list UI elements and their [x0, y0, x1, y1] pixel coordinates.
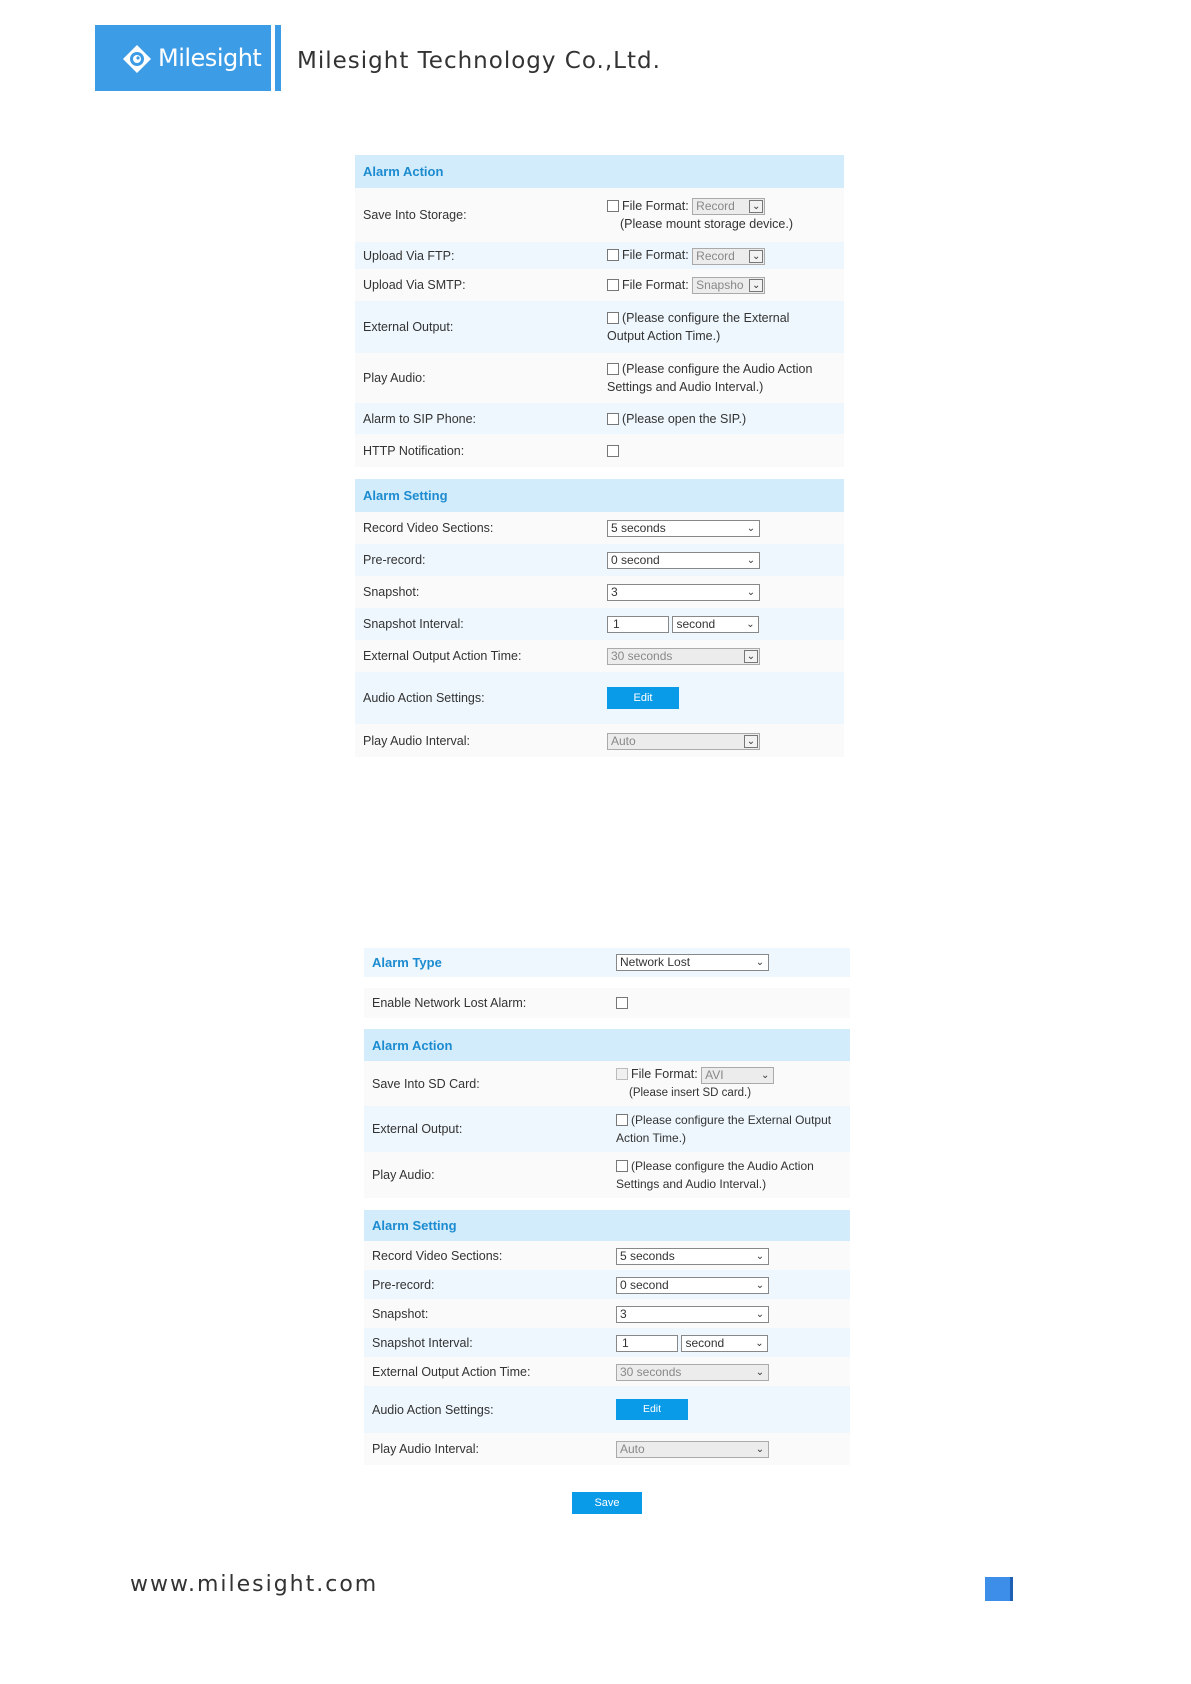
play-audio-label: Play Audio:	[363, 371, 426, 385]
snapshot-interval-unit-select[interactable]: second ⌄	[672, 616, 759, 633]
sip-row	[355, 403, 844, 434]
alarm-setting-header	[355, 479, 844, 512]
record-sections-label: Record Video Sections:	[363, 521, 494, 535]
section-title: Alarm Action	[363, 164, 444, 179]
chevron-down-icon: ⌄	[744, 650, 758, 663]
chevron-down-icon: ⌄	[749, 200, 763, 213]
record-sections-select[interactable]: 5 seconds ⌄	[607, 520, 760, 537]
play-audio-note: (Please configure the Audio Action Settings and Audio Interval.)	[616, 1159, 814, 1191]
section-title: Alarm Setting	[363, 488, 448, 503]
chevron-down-icon: ⌄	[746, 587, 756, 599]
play-interval-label: Play Audio Interval:	[372, 1442, 480, 1456]
play-interval-label: Play Audio Interval:	[363, 733, 471, 748]
enable-network-lost-checkbox[interactable]	[616, 997, 628, 1009]
external-output-note: (Please configure the External Output Action Time.)	[607, 311, 790, 343]
play-audio-row	[364, 1152, 850, 1198]
alarm-action-header	[364, 1029, 850, 1061]
chevron-down-icon: ⌄	[755, 957, 765, 968]
snapshot-select[interactable]: 3 ⌄	[616, 1306, 769, 1323]
ext-action-time-row	[355, 640, 844, 672]
smtp-row	[355, 269, 844, 301]
save-sd-row	[364, 1061, 850, 1106]
alarm-type-select[interactable]: Network Lost ⌄	[616, 954, 769, 971]
sip-note: (Please open the SIP.)	[622, 411, 747, 426]
prerecord-label: Pre-record:	[372, 1277, 435, 1292]
alarm-setting-header	[364, 1210, 850, 1241]
record-sections-row	[355, 512, 844, 544]
save-sd-checkbox[interactable]	[616, 1068, 628, 1080]
snapshot-interval-input[interactable]: 1	[607, 616, 669, 633]
play-interval-row	[355, 724, 844, 757]
play-interval-select[interactable]: Auto ⌄	[616, 1441, 769, 1458]
company-name: Milesight Technology Co.,Ltd.	[297, 48, 661, 74]
footer-url: www.milesight.com	[130, 1572, 379, 1597]
chevron-down-icon: ⌄	[755, 1250, 765, 1262]
audio-settings-label: Audio Action Settings:	[372, 1402, 494, 1417]
edit-button[interactable]: Edit	[616, 1399, 688, 1420]
prerecord-label: Pre-record:	[363, 553, 426, 567]
ext-action-time-label: External Output Action Time:	[372, 1364, 531, 1379]
record-sections-row	[364, 1241, 850, 1270]
ext-action-time-select[interactable]: 30 seconds ⌄	[607, 648, 760, 665]
snapshot-row	[364, 1299, 850, 1328]
external-output-checkbox[interactable]	[616, 1114, 628, 1126]
file-format-label: File Format:	[631, 1067, 698, 1082]
chevron-down-icon: ⌄	[755, 1366, 765, 1378]
chevron-down-icon: ⌄	[755, 1308, 765, 1320]
file-format-label: File Format:	[622, 277, 689, 292]
chevron-down-icon: ⌄	[755, 1337, 764, 1349]
footer-page-marker	[985, 1577, 1010, 1601]
smtp-label: Upload Via SMTP:	[363, 278, 466, 292]
save-storage-checkbox[interactable]	[607, 200, 619, 212]
smtp-format-select[interactable]: Snapsho ⌄	[692, 277, 765, 294]
save-sd-format-select[interactable]: AVI ⌄	[701, 1067, 774, 1084]
sip-checkbox[interactable]	[607, 413, 619, 425]
ftp-checkbox[interactable]	[607, 249, 619, 261]
snapshot-interval-label: Snapshot Interval:	[372, 1335, 473, 1350]
save-storage-row	[355, 188, 844, 242]
section-title: Alarm Action	[372, 1037, 453, 1053]
snapshot-label: Snapshot:	[363, 585, 420, 599]
ext-action-time-label: External Output Action Time:	[363, 649, 522, 663]
chevron-down-icon: ⌄	[755, 1444, 765, 1456]
alarm-action-header	[355, 155, 844, 188]
record-sections-select[interactable]: 5 seconds ⌄	[616, 1248, 769, 1265]
chevron-down-icon: ⌄	[746, 523, 756, 535]
snapshot-interval-row	[355, 608, 844, 640]
file-format-label: File Format:	[622, 198, 689, 213]
milesight-logo-icon	[122, 44, 152, 74]
prerecord-row	[355, 544, 844, 576]
external-output-label: External Output:	[372, 1122, 463, 1136]
http-label: HTTP Notification:	[363, 443, 465, 458]
play-interval-row	[364, 1433, 850, 1465]
external-output-row	[355, 301, 844, 353]
play-audio-note: (Please configure the Audio Action Settings and Audio Interval.)	[607, 362, 813, 394]
http-checkbox[interactable]	[607, 445, 619, 457]
snapshot-interval-label: Snapshot Interval:	[363, 617, 464, 631]
spacer	[364, 1018, 850, 1029]
external-output-note: (Please configure the External Output Action Time.)	[616, 1113, 832, 1145]
edit-button[interactable]: Edit	[607, 687, 679, 709]
audio-settings-label: Audio Action Settings:	[363, 691, 485, 705]
ftp-format-select[interactable]: Record ⌄	[692, 248, 765, 265]
save-storage-note: (Please mount storage device.)	[620, 217, 794, 232]
section-title: Alarm Setting	[372, 1218, 457, 1233]
alarm-type-title: Alarm Type	[372, 955, 442, 970]
external-output-checkbox[interactable]	[607, 312, 619, 324]
record-sections-label: Record Video Sections:	[372, 1248, 503, 1263]
prerecord-select[interactable]: 0 second ⌄	[607, 552, 760, 569]
play-audio-label: Play Audio:	[372, 1168, 435, 1182]
snapshot-interval-row	[364, 1328, 850, 1357]
logo-divider	[275, 25, 281, 91]
ext-action-time-row	[364, 1357, 850, 1386]
chevron-down-icon: ⌄	[760, 1069, 770, 1081]
file-format-label: File Format:	[622, 248, 689, 263]
sip-label: Alarm to SIP Phone:	[363, 411, 477, 426]
chevron-down-icon: ⌄	[746, 619, 755, 631]
ftp-label: Upload Via FTP:	[363, 248, 455, 263]
ftp-row	[355, 242, 844, 269]
chevron-down-icon: ⌄	[755, 1279, 765, 1291]
http-row	[355, 434, 844, 467]
chevron-down-icon: ⌄	[744, 735, 758, 748]
external-output-label: External Output:	[363, 320, 454, 334]
footer-page-marker-bar	[1010, 1577, 1013, 1601]
alarm-settings-panel-1	[355, 155, 844, 757]
prerecord-select[interactable]: 0 second ⌄	[616, 1277, 769, 1294]
snapshot-row	[355, 576, 844, 608]
prerecord-row	[364, 1270, 850, 1299]
enable-network-lost-label: Enable Network Lost Alarm:	[372, 996, 527, 1010]
smtp-checkbox[interactable]	[607, 279, 619, 291]
external-output-row	[364, 1106, 850, 1152]
save-sd-note: (Please insert SD card.)	[629, 1086, 752, 1099]
audio-settings-row	[355, 672, 844, 724]
snapshot-select[interactable]: 3 ⌄	[607, 584, 760, 601]
play-audio-checkbox[interactable]	[607, 363, 619, 375]
snapshot-interval-unit-select[interactable]: second ⌄	[681, 1335, 768, 1352]
save-storage-label: Save Into Storage:	[363, 208, 467, 222]
snapshot-label: Snapshot:	[372, 1306, 429, 1321]
chevron-down-icon: ⌄	[749, 250, 763, 263]
play-interval-select[interactable]: Auto ⌄	[607, 733, 760, 750]
ext-action-time-select[interactable]: 30 seconds ⌄	[616, 1364, 769, 1381]
play-audio-row	[355, 353, 844, 403]
enable-network-lost-row	[364, 988, 850, 1018]
logo-text: Milesight	[158, 44, 262, 72]
play-audio-checkbox[interactable]	[616, 1160, 628, 1172]
snapshot-interval-input[interactable]: 1	[616, 1335, 678, 1352]
spacer	[364, 1198, 850, 1210]
spacer	[364, 977, 850, 988]
save-storage-format-select[interactable]: Record ⌄	[692, 198, 765, 215]
alarm-settings-panel-2	[364, 948, 850, 1465]
chevron-down-icon: ⌄	[746, 555, 756, 567]
alarm-type-row	[364, 948, 850, 977]
save-sd-label: Save Into SD Card:	[372, 1076, 480, 1091]
audio-settings-row	[364, 1386, 850, 1433]
save-button[interactable]: Save	[572, 1492, 642, 1514]
spacer	[355, 467, 844, 479]
chevron-down-icon: ⌄	[749, 279, 763, 292]
